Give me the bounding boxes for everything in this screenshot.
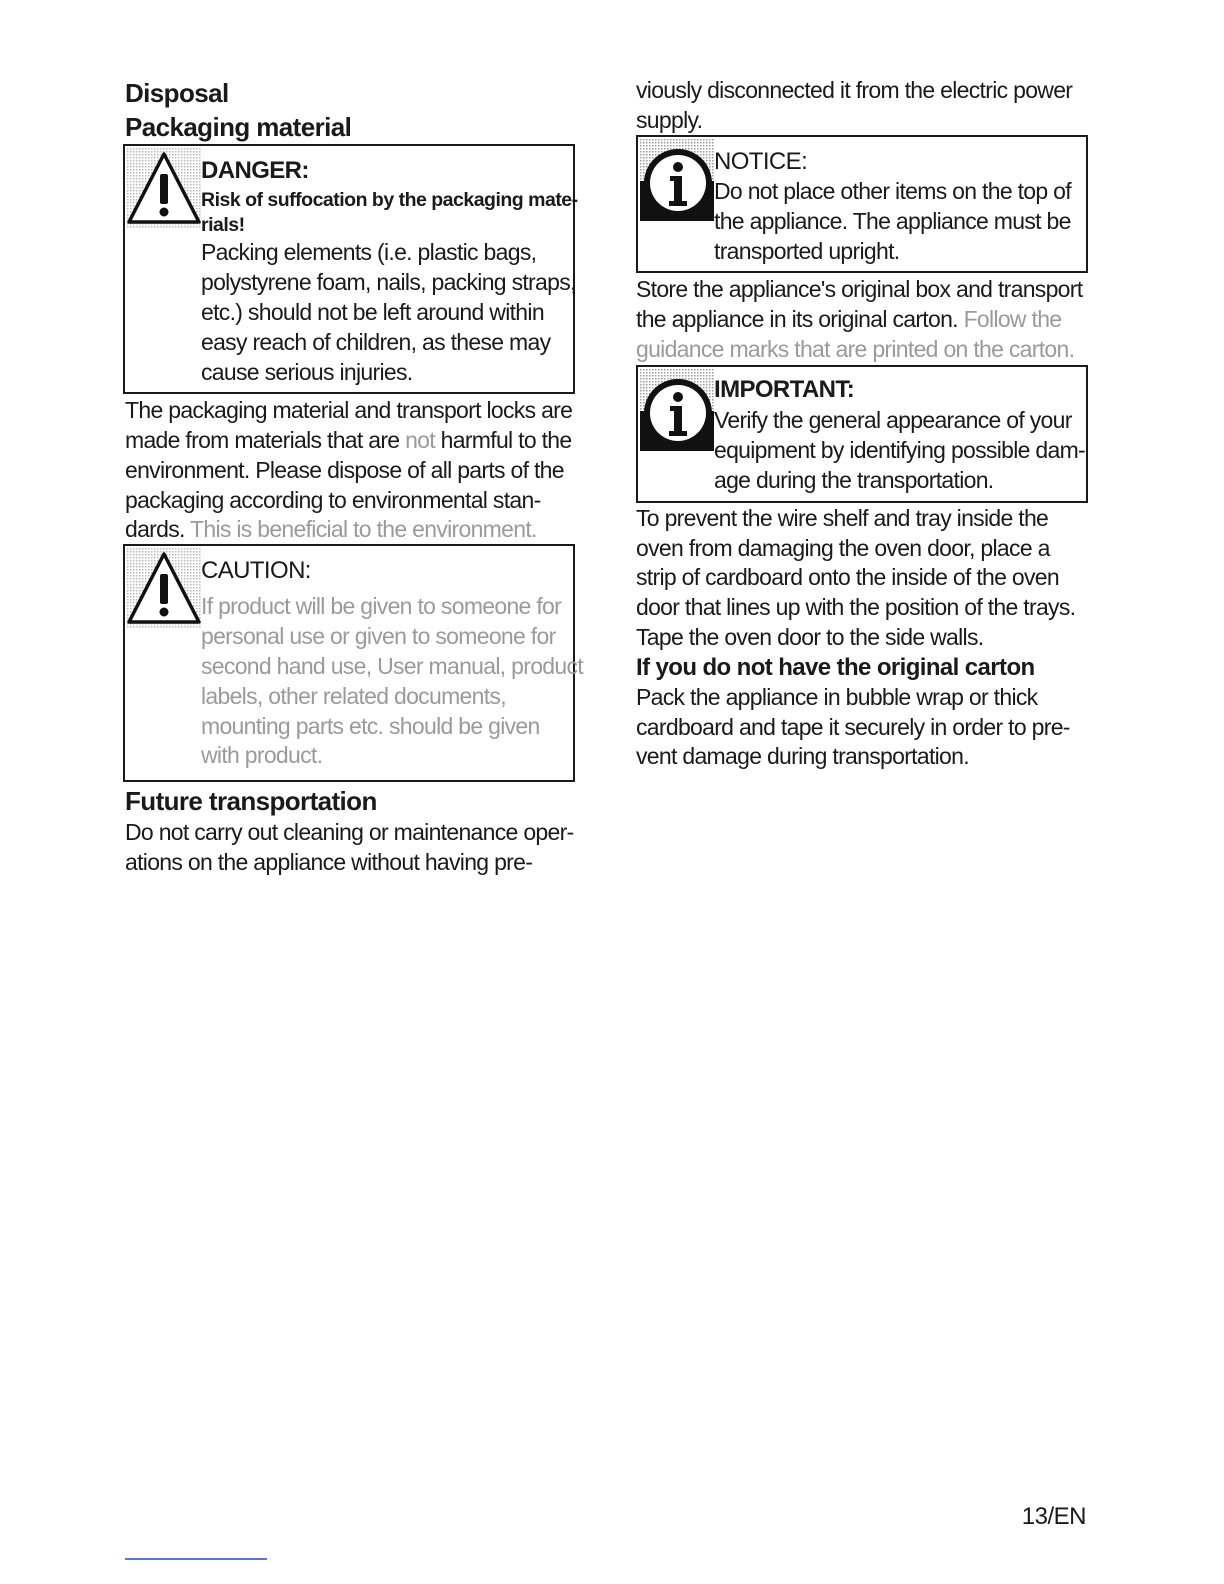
prevent-text-line: To prevent the wire shelf and tray inside the	[636, 505, 1049, 531]
packaging-para-line: The packaging material and transport locks are	[125, 397, 573, 423]
caution-text-line: second hand use, User manual, product	[201, 653, 583, 679]
no-carton-text-line: cardboard and tape it securely in order to pre-	[636, 714, 1070, 740]
danger-text-line: cause serious injuries.	[201, 359, 413, 385]
important-title: IMPORTANT:	[714, 376, 855, 403]
info-icon	[640, 369, 714, 451]
footer-divider	[125, 1558, 267, 1560]
danger-text-line: etc.) should not be left around within	[201, 299, 544, 325]
danger-title: DANGER:	[201, 157, 309, 184]
caution-box	[123, 544, 583, 782]
notice-text-line: Do not place other items on the top of	[714, 178, 1071, 204]
no-carton-text-line: vent damage during transportation.	[636, 743, 969, 769]
page-number: 13/EN	[1021, 1503, 1086, 1530]
danger-text-line: easy reach of children, as these may	[201, 329, 551, 355]
important-box	[636, 365, 1088, 503]
caution-text-line: personal use or given to someone for	[201, 623, 556, 649]
heading-future-transportation: Future transportation	[125, 786, 377, 816]
continuation-line: supply.	[636, 107, 703, 133]
notice-text-line: transported upright.	[714, 238, 900, 264]
store-para-line: Store the appliance's original box and transport	[636, 276, 1083, 302]
prevent-text-line: door that lines up with the position of the trays.	[636, 594, 1076, 620]
continuation-line: viously disconnected it from the electric power	[636, 77, 1073, 103]
packaging-para-line: packaging according to environmental stan-	[125, 487, 541, 513]
notice-title: NOTICE:	[714, 148, 808, 175]
important-text-line: Verify the general appearance of your	[714, 407, 1072, 433]
caution-text-line: If product will be given to someone for	[201, 593, 562, 619]
caution-text-line: labels, other related documents,	[201, 683, 506, 709]
danger-subtitle-line: Risk of suffocation by the packaging mate-	[201, 189, 578, 211]
caution-title: CAUTION:	[201, 557, 311, 584]
no-carton-text-line: Pack the appliance in bubble wrap or thick	[636, 684, 1038, 710]
heading-no-original-carton: If you do not have the original carton	[636, 654, 1035, 681]
prevent-text-line: Tape the oven door to the side walls.	[636, 624, 984, 650]
warning-triangle-icon	[127, 148, 201, 228]
heading-disposal: Disposal	[125, 78, 229, 108]
store-para-line: the appliance in its original carton. Follow the	[636, 306, 1062, 332]
important-text-line: age during the transportation.	[714, 467, 994, 493]
packaging-para-line: environment. Please dispose of all parts of the	[125, 457, 564, 483]
heading-packaging-material: Packaging material	[125, 112, 352, 142]
future-text-line: Do not carry out cleaning or maintenance oper-	[125, 819, 574, 845]
notice-text-line: the appliance. The appliance must be	[714, 208, 1071, 234]
important-text-line: equipment by identifying possible dam-	[714, 437, 1086, 463]
packaging-para-line: made from materials that are not harmful to the	[125, 427, 572, 453]
warning-triangle-icon	[127, 548, 201, 628]
prevent-text-line: strip of cardboard onto the inside of the oven	[636, 564, 1059, 590]
danger-text-line: polystyrene foam, nails, packing straps,	[201, 269, 576, 295]
packaging-para-line: dards. This is beneficial to the environment.	[125, 516, 537, 542]
caution-text-line: mounting parts etc. should be given	[201, 713, 540, 739]
store-para-line: guidance marks that are printed on the carton.	[636, 336, 1075, 362]
danger-box	[123, 144, 578, 394]
danger-subtitle-line: rials!	[201, 214, 245, 236]
info-icon	[640, 139, 714, 221]
notice-box	[636, 135, 1088, 273]
future-text-line: ations on the appliance without having pre-	[125, 849, 533, 875]
prevent-text-line: oven from damaging the oven door, place a	[636, 535, 1050, 561]
danger-text-line: Packing elements (i.e. plastic bags,	[201, 239, 537, 265]
caution-text-line: with product.	[201, 742, 323, 768]
